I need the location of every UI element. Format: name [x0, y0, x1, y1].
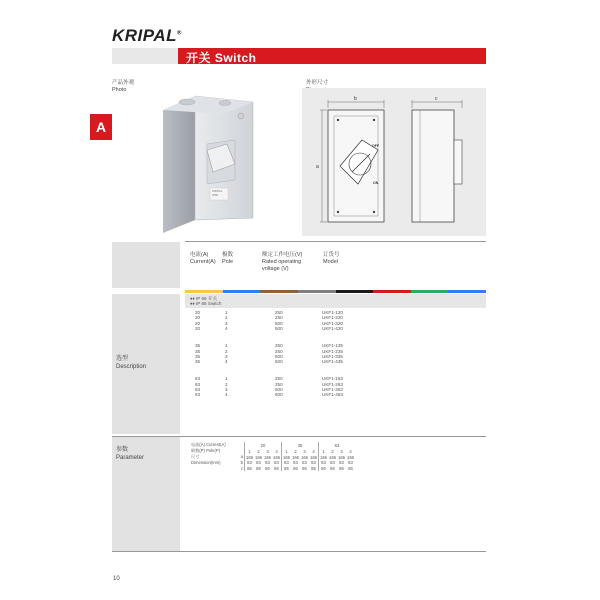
description-heading-cn: ♦♦ IP 66 开关	[190, 296, 218, 301]
param-dimension-value: 166	[320, 454, 327, 460]
color-strip-segment	[411, 290, 449, 293]
param-dimension-value: 166	[347, 454, 354, 460]
param-pole-value: 1	[319, 448, 329, 454]
param-pole-value: 3	[340, 448, 343, 454]
col-pole-cn: 极数	[222, 252, 234, 258]
param-dimension-value: 86	[256, 465, 261, 471]
description-label	[116, 355, 146, 371]
description-cell-voltage: 500	[275, 359, 283, 365]
dimension-drawing	[302, 88, 486, 236]
param-dimension-value: 166	[264, 454, 271, 460]
col-current-cn: 电流(A)	[190, 252, 209, 258]
param-dimension-value: 86	[245, 466, 255, 472]
description-cell-current: 20	[195, 320, 201, 326]
brand-logo	[112, 26, 182, 46]
param-dimension-value: 166	[283, 454, 290, 460]
description-cell-current: 20	[195, 310, 201, 315]
param-dimension-value: 83	[256, 460, 261, 466]
switch-on-label: ON	[373, 181, 379, 185]
param-dimension-value: 166	[329, 454, 336, 460]
description-cell-current: 35	[195, 359, 201, 365]
description-cell-pole: 4	[225, 392, 228, 398]
color-strip-segment	[260, 290, 298, 293]
parameter-table-wrap	[190, 442, 355, 471]
param-current-value: 63	[319, 442, 356, 448]
description-cell-model: UKF1-263	[322, 381, 343, 387]
description-cell-model: UKF1-363	[322, 387, 343, 392]
param-dimension-value: 83	[265, 460, 270, 466]
param-pole-value: 3	[266, 448, 269, 454]
page-number: 10	[113, 576, 120, 582]
section-title: 开关 Switch	[186, 51, 257, 65]
param-dimension-value: 86	[282, 466, 292, 472]
dim-b-label: b	[354, 96, 357, 102]
dim-c-label: c	[435, 96, 438, 102]
description-cell-pole: 3	[225, 387, 228, 392]
col-pole-header	[222, 252, 233, 266]
description-cell-current: 20	[195, 315, 201, 321]
photo-label-en: Photo	[112, 87, 127, 93]
param-dimension-value: 86	[274, 465, 279, 471]
col-pole-en: Pole	[222, 259, 234, 265]
photo-label	[112, 80, 134, 94]
param-dimension-value: 86	[330, 465, 335, 471]
param-dimension-key: b	[240, 460, 243, 466]
description-cell-voltage: 250	[275, 348, 283, 354]
description-cell-voltage: 500	[275, 392, 283, 398]
color-strip	[185, 290, 486, 293]
switch-off-label: OFF	[372, 144, 379, 148]
product-photo	[155, 88, 263, 236]
description-cell-model: UKF1-135	[322, 343, 343, 349]
description-cell-current: 20	[195, 325, 201, 331]
param-dimension-value: 166	[292, 454, 299, 460]
param-dimension-key: a	[240, 454, 243, 459]
param-dimension-value: 86	[348, 465, 353, 471]
param-dimension-value: 166	[255, 454, 262, 460]
param-dimension-value: 83	[245, 460, 255, 466]
color-strip-segment	[185, 290, 223, 293]
color-strip-segment	[336, 290, 374, 293]
description-heading-en: ♦♦ IP 66 Switch	[190, 301, 222, 307]
description-label-cn: 选型	[116, 356, 129, 362]
description-cell-voltage: 250	[275, 381, 283, 387]
param-dimension-value: 86	[293, 465, 298, 471]
param-pole-value: 3	[303, 448, 306, 454]
param-dimension-value: 83	[293, 460, 298, 466]
description-cell-current: 35	[195, 348, 201, 354]
description-cell-pole: 2	[225, 348, 228, 354]
description-cell-model: UKF1-435	[322, 359, 343, 365]
description-cell-model: UKF1-163	[322, 376, 343, 382]
color-strip-segment	[373, 290, 411, 293]
col-voltage-cn: 额定工作电压(V)	[262, 252, 303, 258]
description-cell-pole: 2	[225, 381, 228, 387]
description-cell-voltage: 250	[275, 315, 283, 321]
param-pole-value: 1	[282, 448, 292, 454]
description-cell-pole: 1	[225, 343, 228, 349]
param-current-label: 电流(A) Current(A)	[191, 442, 226, 447]
param-dimension-value: 83	[282, 460, 292, 466]
photo-label-cn: 产品外观	[112, 80, 135, 86]
description-cell-voltage: 500	[275, 387, 283, 392]
description-cell-pole: 3	[225, 320, 228, 326]
param-pole-value: 2	[331, 448, 334, 454]
description-cell-model: UKF1-335	[322, 353, 343, 359]
param-dimension-value: 166	[246, 454, 253, 460]
column-header-left-panel	[112, 242, 180, 288]
param-dimension-value: 83	[339, 460, 344, 466]
description-cell-pole: 4	[225, 359, 228, 365]
param-pole-value: 4	[275, 448, 278, 454]
color-strip-segment	[223, 290, 261, 293]
description-cell-model: UKF1-120	[322, 310, 343, 315]
description-label-en: Description	[116, 364, 147, 370]
description-cell-voltage: 250	[275, 376, 283, 382]
param-dimension-value: 86	[302, 465, 307, 471]
param-current-value: 35	[282, 442, 319, 448]
description-cell-model: UKF1-235	[322, 348, 343, 354]
description-cell-pole: 1	[225, 376, 228, 382]
param-pole-value: 4	[312, 448, 315, 454]
parameter-table	[190, 442, 355, 471]
param-dimension-value: 83	[311, 460, 316, 466]
nameplate-line2: IP66	[212, 193, 219, 197]
param-dimension-value: 166	[338, 454, 345, 460]
color-strip-segment	[298, 290, 336, 293]
col-model-cn: 订货号	[323, 252, 340, 258]
color-strip-segment	[448, 290, 486, 293]
param-pole-value: 1	[245, 448, 255, 454]
param-dimension-value: 166	[310, 454, 317, 460]
description-cell-pole: 2	[225, 315, 228, 321]
registered-mark: ®	[177, 30, 182, 37]
description-cell-model: UKF1-320	[322, 320, 343, 326]
col-current-header	[190, 252, 216, 266]
param-pole-label: 极数(P) Pole(P)	[191, 448, 221, 453]
bottom-rule	[112, 551, 486, 552]
description-cell-voltage: 500	[275, 320, 283, 326]
description-cell-pole: 1	[225, 310, 228, 315]
col-model-header	[323, 252, 340, 266]
param-pole-value: 2	[257, 448, 260, 454]
param-dimension-value: 83	[330, 460, 335, 466]
description-cell-voltage: 500	[275, 325, 283, 331]
col-model-en: Model	[323, 259, 338, 265]
param-dimension-label	[190, 466, 245, 472]
param-dimension-row	[190, 466, 355, 472]
brand-name: KRIPAL	[112, 26, 178, 45]
col-current-en: Current(A)	[190, 259, 216, 265]
description-heading-band	[185, 294, 486, 308]
param-pole-value: 4	[349, 448, 352, 454]
col-voltage-header	[262, 252, 314, 273]
param-pole-value: 2	[294, 448, 297, 454]
description-cell-voltage: 250	[275, 310, 283, 315]
param-dimension-label-en: Dimension(mm)	[191, 460, 221, 466]
dimension-label-cn: 外形尺寸	[306, 80, 329, 86]
param-dimension-value: 86	[319, 466, 329, 472]
param-dimension-value: 83	[274, 460, 279, 466]
description-heading	[190, 296, 221, 306]
param-dimension-value: 83	[319, 460, 329, 466]
param-dimension-value: 86	[265, 465, 270, 471]
header-bar-accent	[112, 48, 178, 64]
section-header-bar	[112, 48, 486, 64]
product-nameplate	[212, 189, 222, 197]
description-cell-current: 35	[195, 343, 201, 349]
param-dimension-value: 83	[348, 460, 353, 466]
section-tab: A	[90, 114, 112, 140]
param-dimension-value: 166	[273, 454, 280, 460]
description-cell-current: 63	[195, 381, 201, 387]
description-cell-pole: 4	[225, 325, 228, 331]
description-cell-model: UKF1-420	[322, 325, 343, 331]
description-cell-current: 63	[195, 376, 201, 382]
description-cell-current: 63	[195, 392, 201, 398]
description-cell-voltage: 500	[275, 353, 283, 359]
dim-a-label: a	[316, 164, 319, 170]
description-cell-pole: 3	[225, 353, 228, 359]
param-dimension-label-cn: 尺寸	[191, 454, 200, 459]
column-header-rule	[185, 241, 486, 242]
param-dimension-value: 86	[311, 465, 316, 471]
description-cell-current: 63	[195, 387, 201, 392]
param-current-value: 20	[245, 442, 282, 448]
description-cell-current: 35	[195, 353, 201, 359]
parameter-label-cn: 参数	[116, 447, 129, 453]
parameter-label-en: Parameter	[116, 455, 145, 461]
col-voltage-en: Rated operating voltage (V)	[262, 259, 302, 272]
param-dimension-value: 86	[339, 465, 344, 471]
param-dimension-value: 83	[302, 460, 307, 466]
nameplate-line1: KRIPAL	[212, 189, 223, 193]
param-dimension-key: c	[240, 465, 243, 471]
description-cell-voltage: 250	[275, 343, 283, 349]
param-dimension-value: 166	[301, 454, 308, 460]
description-cell-model: UKF1-463	[322, 392, 343, 398]
description-cell-model: UKF1-220	[322, 315, 343, 321]
parameter-label	[116, 446, 144, 462]
